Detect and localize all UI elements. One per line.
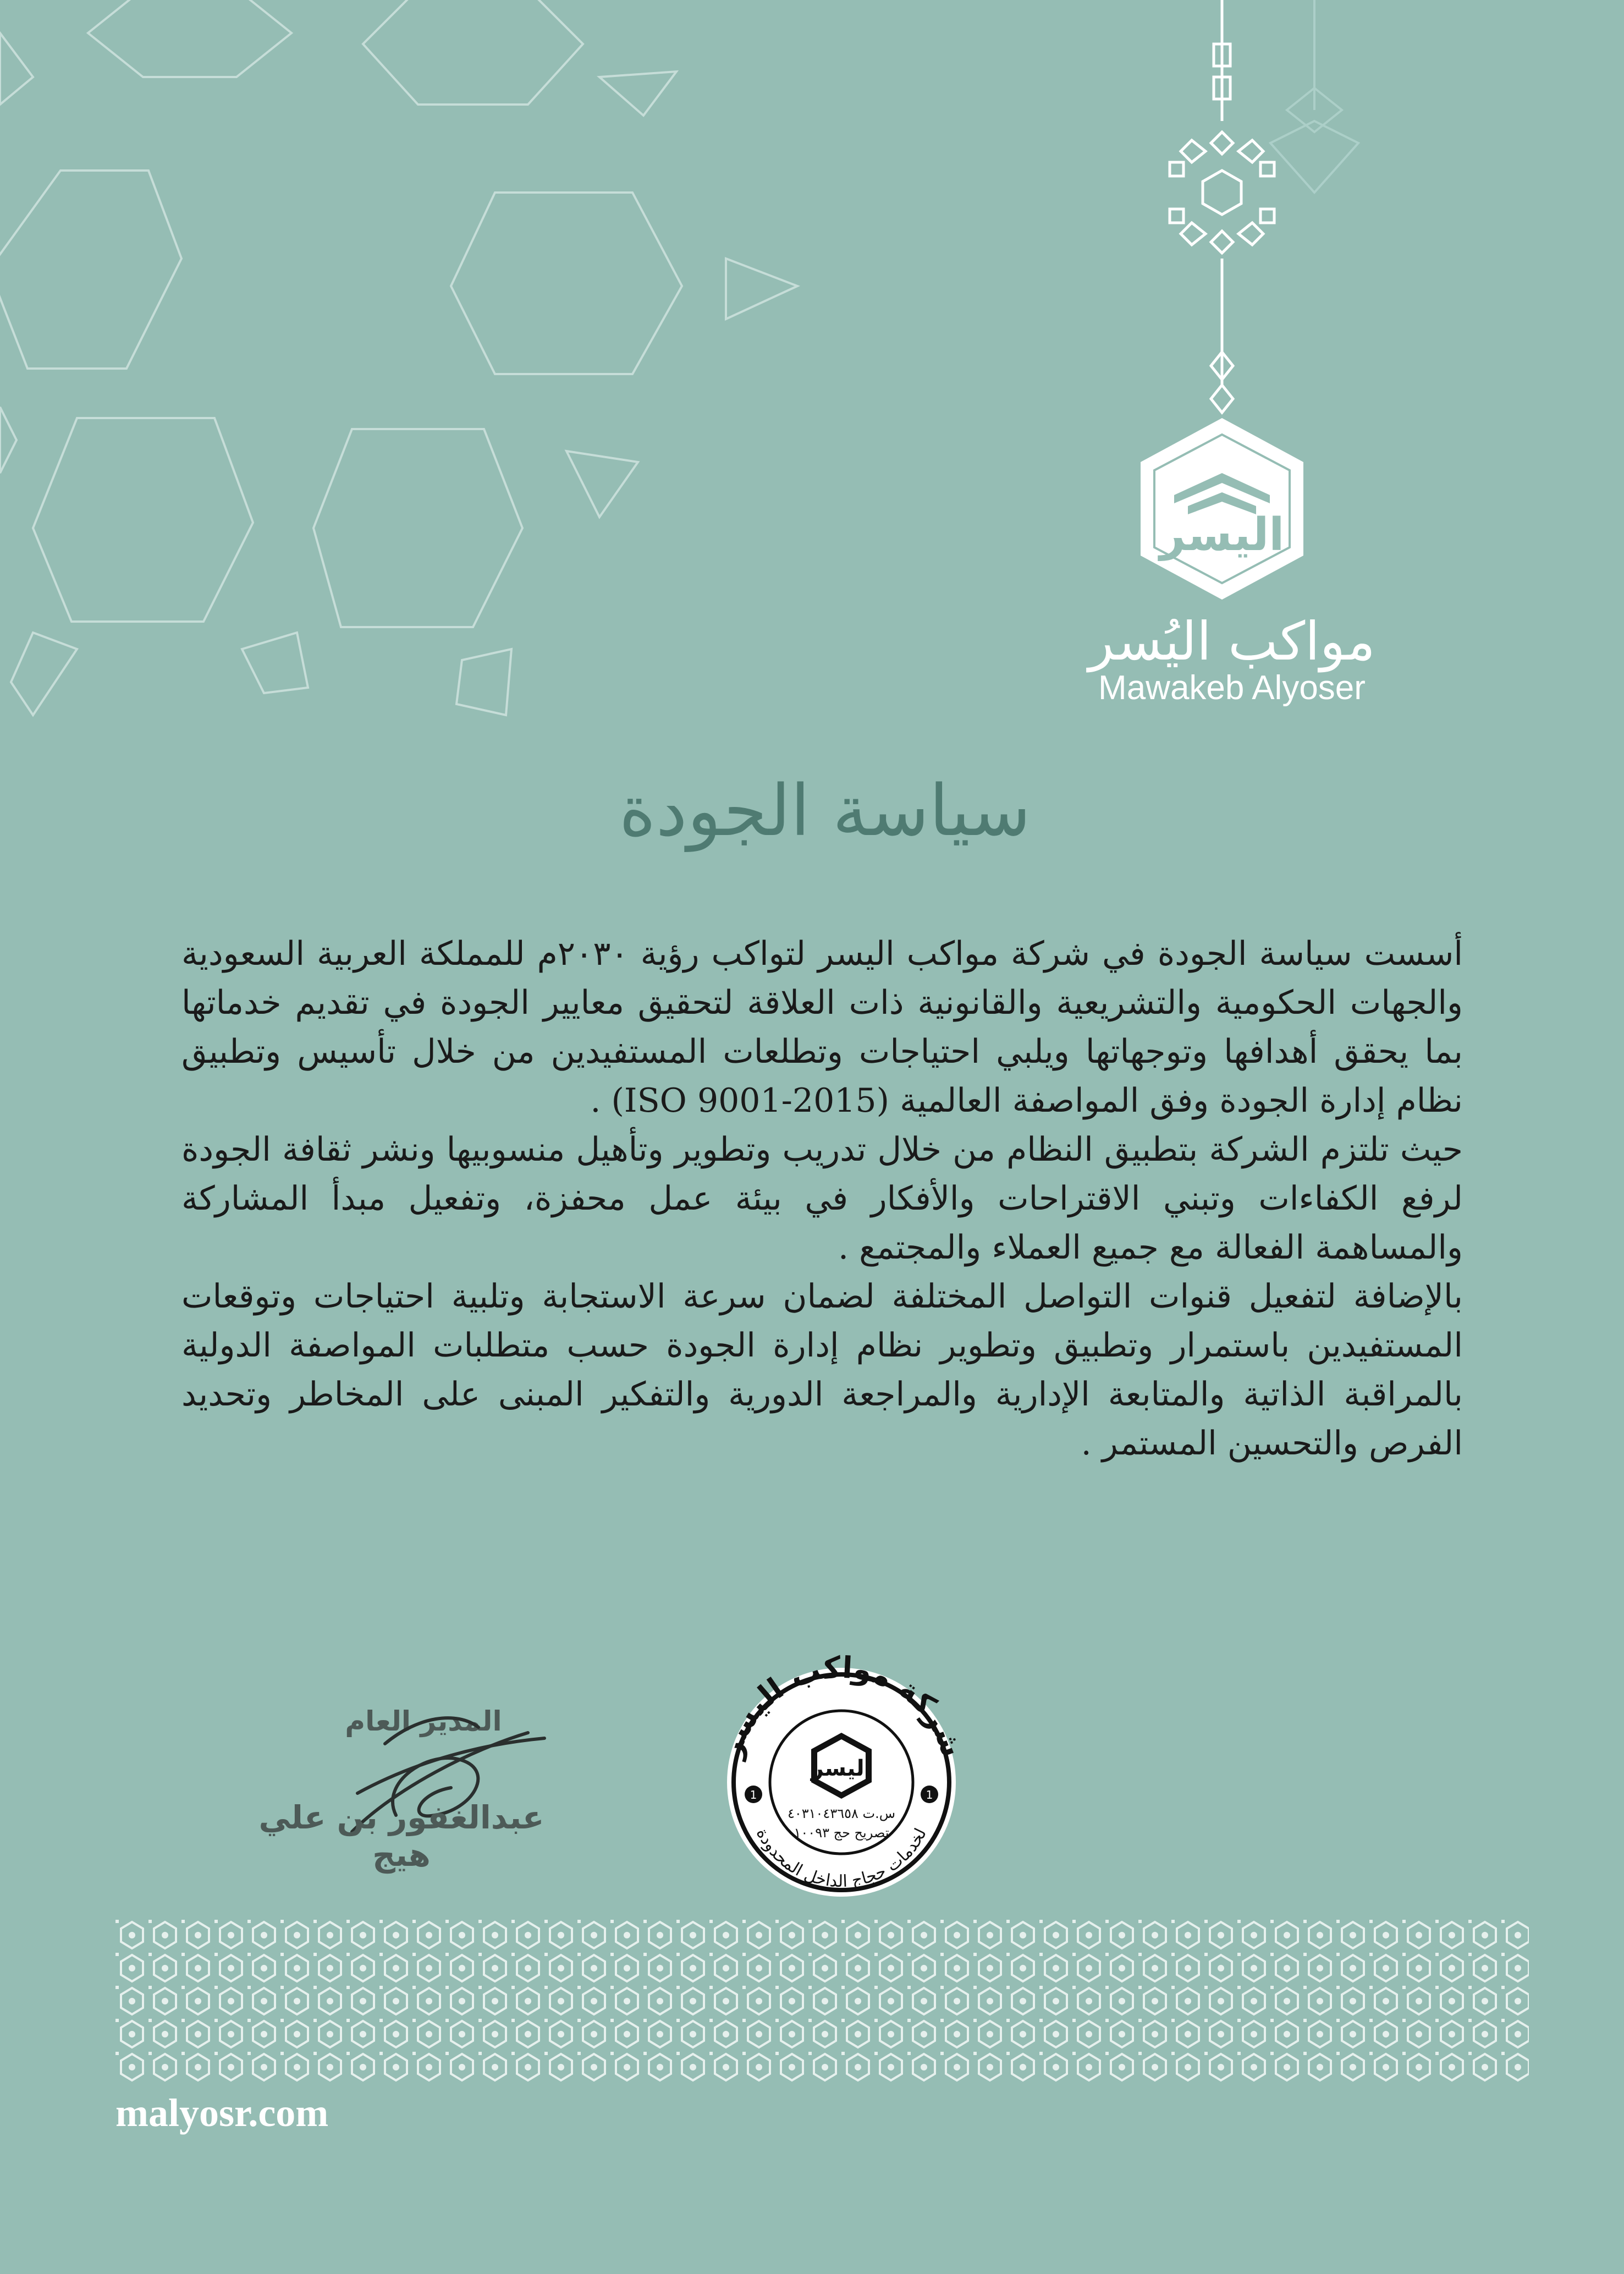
stamp-center-text: اليسر <box>811 1756 872 1781</box>
stamp-side-mark-left: 1 <box>750 1788 757 1801</box>
page-title: سياسة الجودة <box>619 770 1031 852</box>
paragraph-2: حيث تلتزم الشركة بتطبيق النظام من خلال تدريب وتطوير وتأهيل منسوبيها ونشر ثقافة الجودة لرفع الكفاءات وتبني الاقتراحات والأفكار في بيئة عمل محفزة، وتفعيل مبدأ المشاركة والمساهمة الفعالة مع جميع العملاء والمجتمع . <box>181 1130 1463 1267</box>
signatory-name: عبدالغفور بن علي هيج <box>258 1799 544 1874</box>
paragraph-1: أسست سياسة الجودة في شركة مواكب اليسر لتواكب رؤية ٢٠٣٠م للمملكة العربية السعودية والجهات الحكومية والتشريعية والقانونية ذات العلاقة لتحقيق معايير الجودة في تقديم خدماتها بما يحقق أهدافها وتوجهاتها ويلبي احتياجات وتطلعات المستفيدين من خلال تأسيس وتطبيق نظام إدارة الجودة وفق المواصفة العالمية (ISO 9001-2015) . <box>181 935 1463 1120</box>
stamp-side-mark-right: 1 <box>926 1788 933 1801</box>
brand-name-arabic: مواكب اليُسر <box>1088 611 1375 672</box>
logo-text: اليسر <box>1159 509 1285 561</box>
signature-title: المدير العام <box>345 1705 502 1737</box>
brand-name-english: Mawakeb Alyoser <box>1098 669 1366 707</box>
stamp-cr-number: س.ت ٤٠٣١٠٤٣٦٥٨ <box>787 1806 896 1821</box>
paragraph-3: بالإضافة لتفعيل قنوات التواصل المختلفة لضمان سرعة الاستجابة وتلبية احتياجات وتوقعات المستفيدين باستمرار وتطبيق وتطوير نظام إدارة الجودة حسب متطلبات المواصفة الدولية بالمراقبة الذاتية والمتابعة الإدارية والمراجعة الدورية والتفكير المبنى على المخاطر وتحديد الفرص والتحسين المستمر . <box>181 1277 1463 1463</box>
website-link[interactable]: malyosr.com <box>115 2091 329 2135</box>
stamp-license-number: تصريح حج ١٠٠٩٣ <box>794 1825 889 1841</box>
stamp-bottom-text: لخدمات حجاج الداخل المحدودة <box>752 1825 931 1892</box>
stamp-top-text: شركة مواكب اليسر <box>713 1650 970 1762</box>
